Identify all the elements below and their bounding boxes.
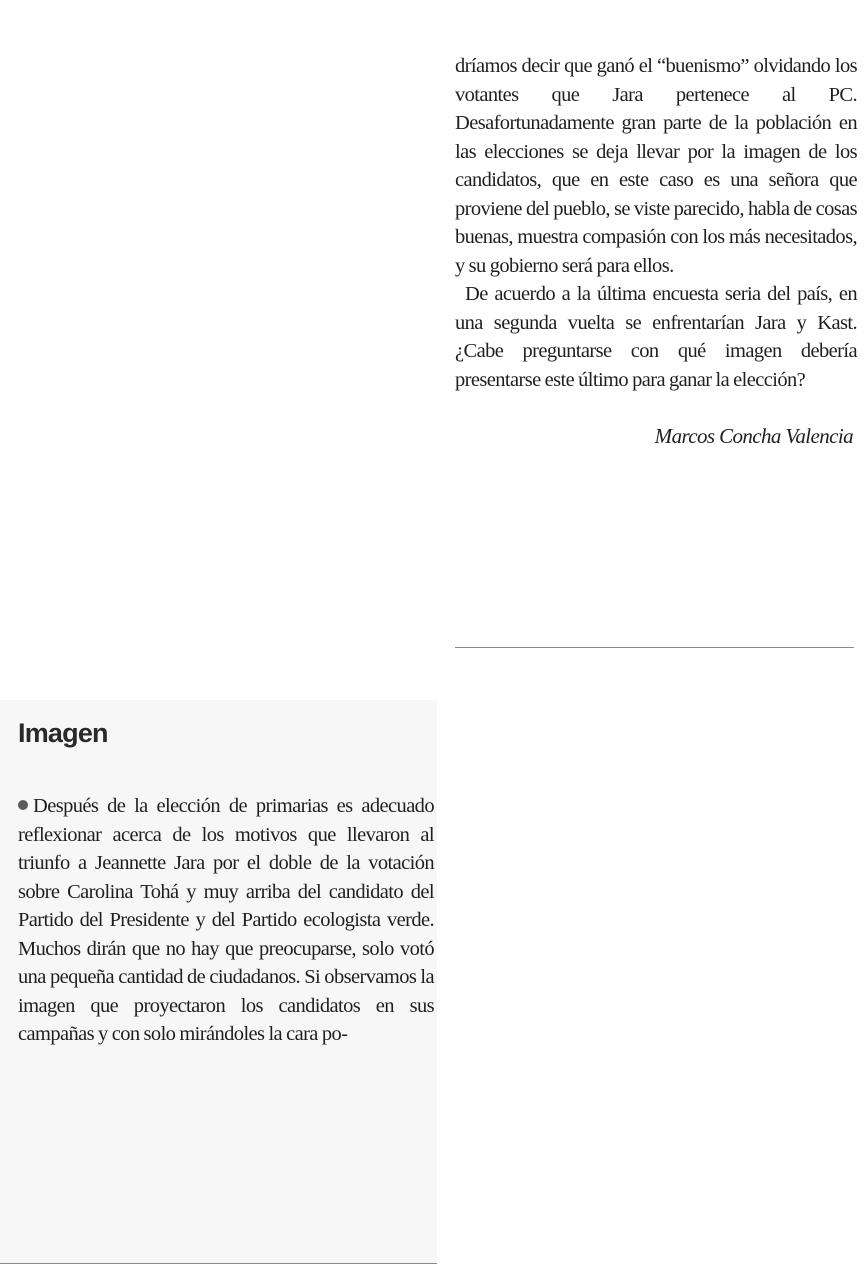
letter-start-paragraph [18,792,434,1049]
letter-paragraph-2: De acuerdo a la última encuesta seria del país, en una segunda vuelta se enfrentarían Jara y Kast. ¿Cabe preguntarse con qué imagen debería presentarse este último para ganar la elección? [455,283,857,391]
bullet-dot-icon [18,800,28,810]
column-divider-rule [455,647,854,648]
letter-heading: Imagen [18,718,108,748]
letter-start-column [18,792,434,1049]
letter-paragraph-1: dríamos decir que ganó el “buenismo” olvidando los votantes que Jara pertenece al PC. Desafortunadamente gran parte de la población en las elecciones se deja llevar por la imagen de los candidatos, que en este caso es una señora que proviene del pueblo, se viste parecido, habla de cosas buenas, muestra compasión con los más necesitados, y su gobierno será para ellos. [455,55,857,277]
letter-start-text: Después de la elección de primarias es adecuado reflexionar acerca de los motivos que llevaron al triunfo a Jeannette Jara por el doble de la votación sobre Carolina Tohá y muy arriba del candidato del Partido del Presidente y del Partido ecologista verde. Muchos dirán que no hay que preocuparse, solo votó una pequeña cantidad de ciudadanos. Si observamos la imagen que proyectaron los candidatos en sus campañas y con solo mirándoles la cara po- [18,795,434,1045]
panel-bottom-rule [0,1263,437,1264]
letter-signature: Marcos Concha Valencia [654,424,853,448]
letter-continuation-body [455,52,857,394]
letter-continuation-column [455,52,857,449]
